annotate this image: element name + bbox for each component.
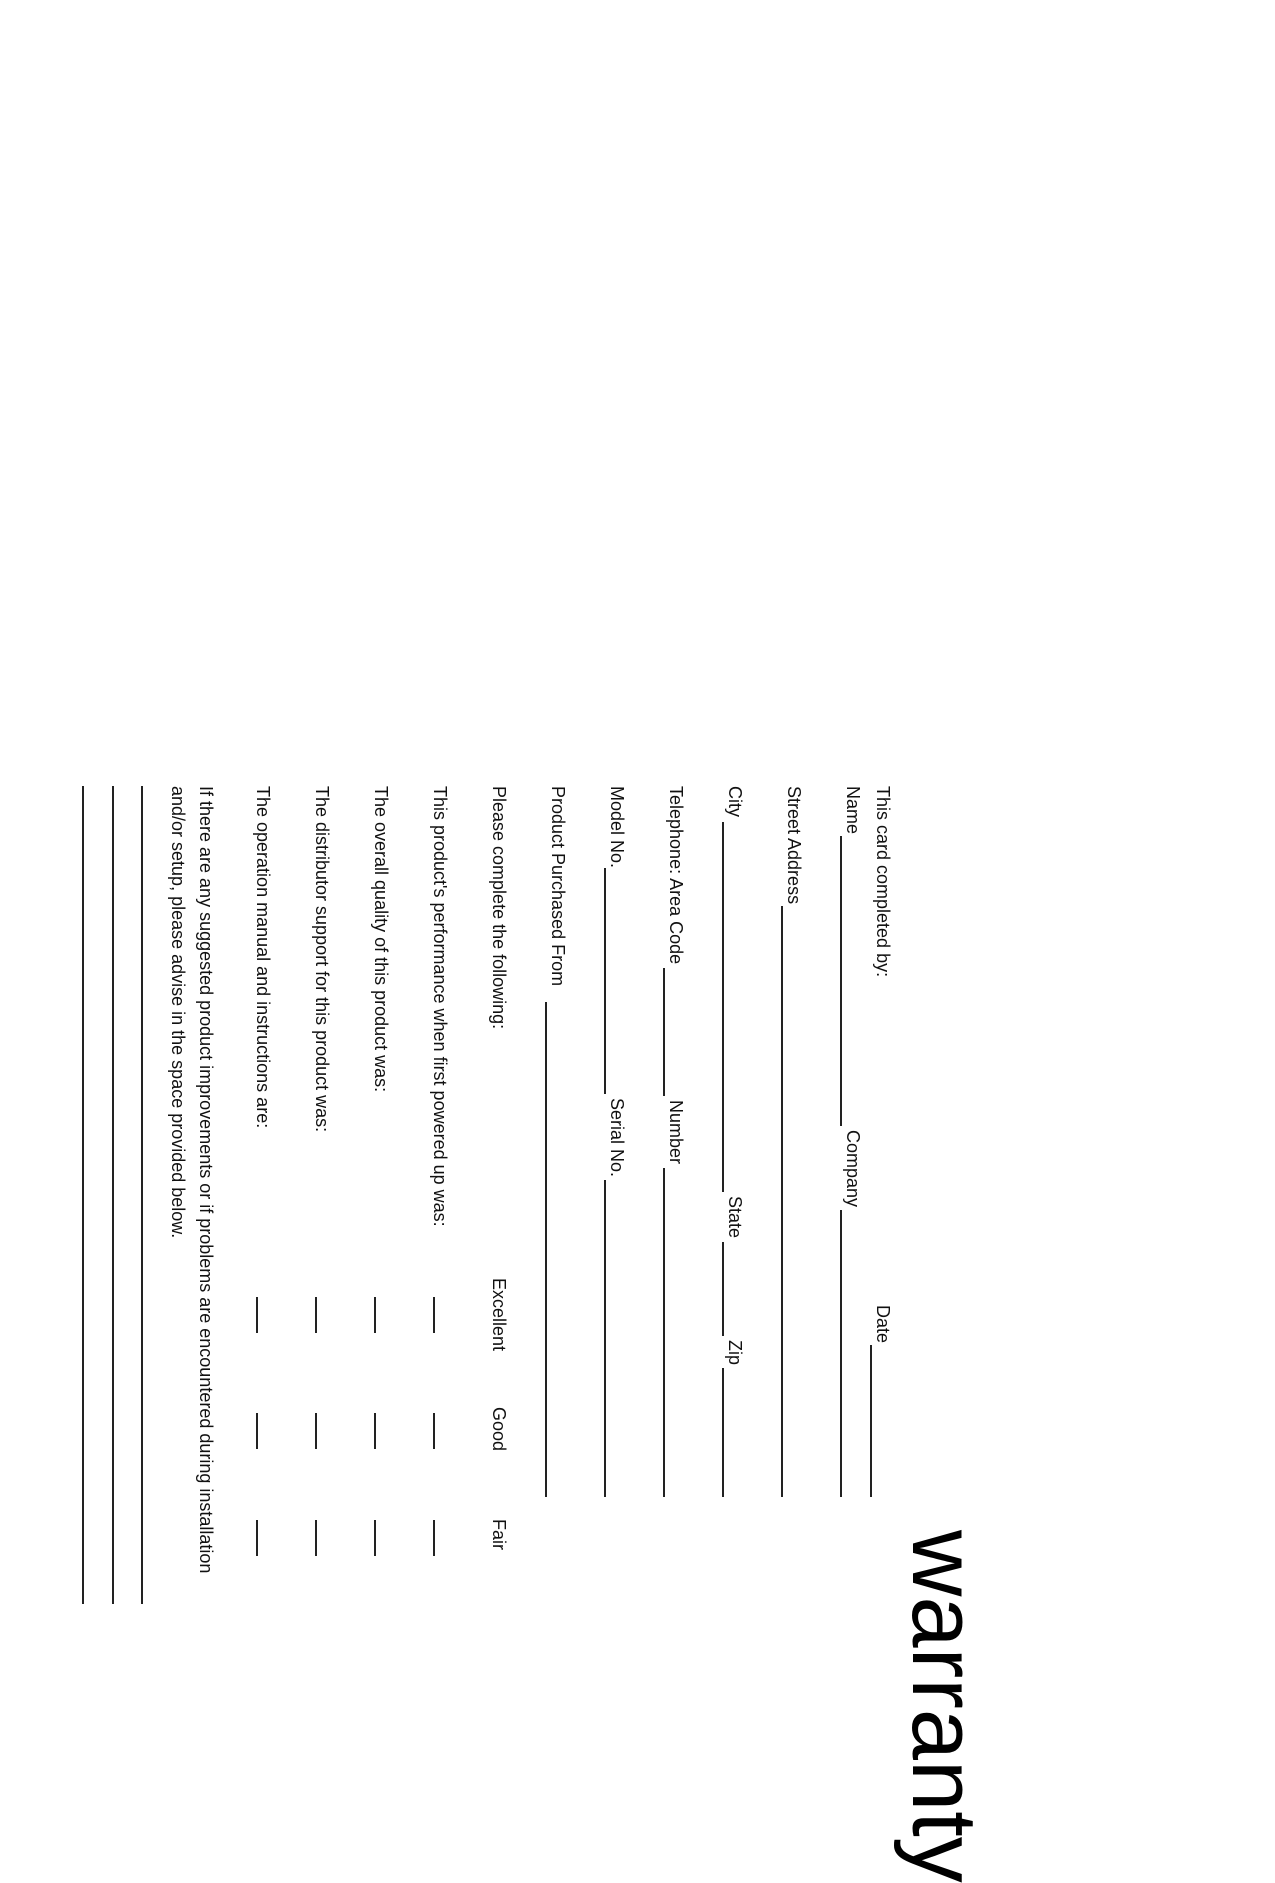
zip-label: Zip [725, 1340, 745, 1366]
rating-question: This product's performance when first powered up was: [430, 786, 450, 1227]
rating-blank-fair[interactable] [374, 1520, 376, 1556]
telephone-area-code-label: Telephone: Area Code [666, 786, 686, 965]
ratings-heading: Please complete the following: [489, 786, 509, 1030]
rating-question: The overall quality of this product was: [371, 786, 391, 1093]
rating-blank-excellent[interactable] [256, 1297, 258, 1333]
rating-blank-excellent[interactable] [374, 1297, 376, 1333]
name-field[interactable] [840, 836, 842, 1126]
feedback-line[interactable] [82, 786, 84, 1604]
state-field[interactable] [722, 1242, 724, 1336]
rating-question: The distributor support for this product was: [312, 786, 332, 1133]
rating-column-fair: Fair [489, 1519, 509, 1550]
feedback-line[interactable] [141, 786, 143, 1604]
rating-blank-good[interactable] [433, 1413, 435, 1449]
zip-field[interactable] [722, 1368, 724, 1497]
street-address-field[interactable] [781, 906, 783, 1497]
serial-no-field[interactable] [604, 1180, 606, 1497]
feedback-line[interactable] [112, 786, 114, 1604]
area-code-field[interactable] [663, 968, 665, 1096]
model-no-field[interactable] [604, 868, 606, 1094]
rating-blank-good[interactable] [315, 1413, 317, 1449]
rating-blank-fair[interactable] [315, 1520, 317, 1556]
serial-no-label: Serial No. [607, 1098, 627, 1178]
feedback-instructions-line-1: If there are any suggested product improvements or if problems are encountered during installation [196, 786, 216, 1574]
product-purchased-from-field[interactable] [545, 1002, 547, 1497]
number-label: Number [666, 1100, 686, 1165]
rating-column-excellent: Excellent [489, 1278, 509, 1352]
street-address-label: Street Address [784, 786, 804, 905]
company-field[interactable] [840, 1210, 842, 1497]
feedback-instructions-line-2: and/or setup, please advise in the space provided below. [168, 786, 188, 1239]
card-completed-by-label: This card completed by: [873, 786, 893, 978]
date-label: Date [873, 1305, 893, 1344]
rating-blank-excellent[interactable] [433, 1297, 435, 1333]
number-field[interactable] [663, 1168, 665, 1497]
city-label: City [725, 786, 745, 817]
warranty-title: warranty [893, 1530, 995, 1883]
rating-blank-good[interactable] [374, 1413, 376, 1449]
rating-blank-fair[interactable] [256, 1520, 258, 1556]
product-purchased-from-label: Product Purchased From [548, 786, 568, 987]
city-field[interactable] [722, 822, 724, 1192]
name-label: Name [843, 786, 863, 835]
company-label: Company [843, 1130, 863, 1208]
rating-blank-excellent[interactable] [315, 1297, 317, 1333]
rating-column-good: Good [489, 1407, 509, 1452]
rating-question: The operation manual and instructions are: [253, 786, 273, 1129]
date-field[interactable] [870, 1345, 872, 1497]
rating-blank-good[interactable] [256, 1413, 258, 1449]
rating-blank-fair[interactable] [433, 1520, 435, 1556]
state-label: State [725, 1196, 745, 1239]
model-no-label: Model No. [607, 786, 627, 869]
